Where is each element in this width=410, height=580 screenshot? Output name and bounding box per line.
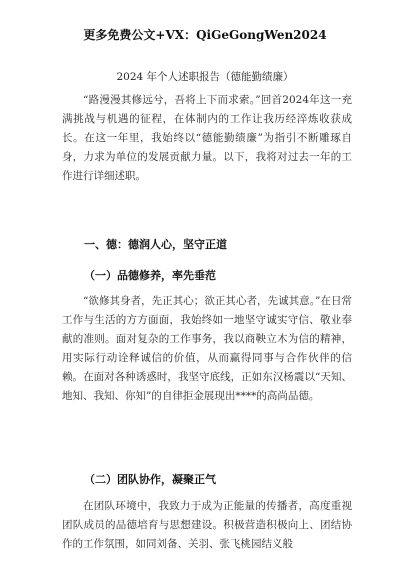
subsection-paragraph: 在团队环境中，我致力于成为正能量的传播者，高度重视团队成员的品德培育与思想建设。积极营造积极向上、团结协作的工作氛围，如同刘备、关羽、张飞桃园结义般 bbox=[62, 500, 352, 550]
subsection-paragraph: “欲修其身者，先正其心；欲正其心者，先诚其意。”在日常工作与生活的方方面面，我始终如一地坚守诚实守信、敬业奉献的准则。面对复杂的工作事务，我以商鞅立木为信的精神，用实际行动诠释诚信的价值，从而赢得同事与合作伙伴的信赖。在面对各种诱惑时，我坚守底线，正如东汉杨震以“天知、地知、我知、你知”的自律拒金展现出****的高尚品德。 bbox=[62, 295, 352, 402]
section-heading: 一、德：德润人心，坚守正道 bbox=[84, 238, 227, 251]
document-title: 2024 年个人述职报告（德能勤绩廉） bbox=[116, 71, 294, 83]
subsection-body bbox=[62, 292, 352, 406]
subsection-heading: （一）品德修养，率先垂范 bbox=[84, 269, 216, 282]
promo-banner: 更多免费公文+VX：QiGeGongWen2024 bbox=[83, 28, 327, 42]
intro-paragraph: “路漫漫其修远兮，吾将上下而求索。”回首2024年这一充满挑战与机遇的征程，在体制内的工作让我历经淬炼收获成长。在这一年里，我始终以“德能勤绩廉”为指引不断雕琢自身，力求为单位的发展贡献力量。以下，我将对过去一年的工作进行详细述职。 bbox=[62, 94, 352, 182]
subsection-heading: （二）团队协作，凝聚正气 bbox=[84, 473, 216, 486]
subsection-body bbox=[62, 497, 352, 554]
intro-block bbox=[62, 91, 352, 186]
